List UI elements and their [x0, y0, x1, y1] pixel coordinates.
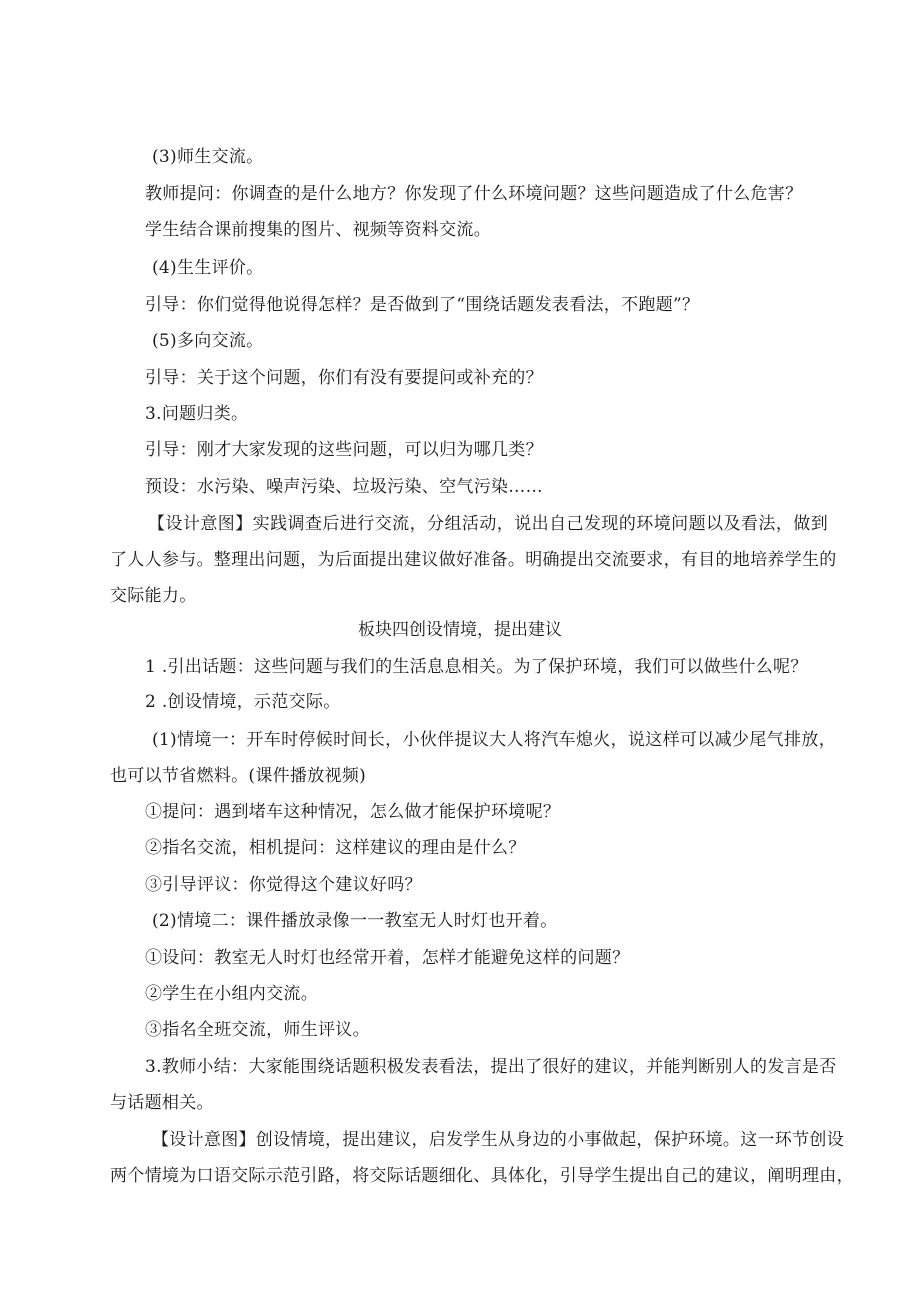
text-line: 引导：关于这个问题，你们有没有要提问或补充的？ [145, 368, 543, 388]
text-line: 引导：你们觉得他说得怎样？是否做到了“围绕话题发表看法，不跑题”？ [145, 295, 700, 315]
text-line: ③引导评议：你觉得这个建议好吗？ [145, 875, 422, 895]
text-line: 3.教师小结：大家能围绕话题积极发表看法，提出了很好的建议，并能判断别人的发言是否 [145, 1057, 837, 1077]
text-line: 3.问题归类。 [145, 404, 249, 424]
text-line: 教师提问：你调查的是什么地方？你发现了什么环境问题？这些问题造成了什么危害？ [145, 184, 803, 204]
text-line: (1)情境一：开车时停候时间长，小伙伴提议大人将汽车熄火，说这样可以减少尾气排放， [152, 730, 836, 750]
text-line: ②指名交流，相机提问：这样建议的理由是什么？ [145, 838, 526, 858]
text-line: 预设：水污染、噪声污染、垃圾污染、空气污染…… [145, 477, 543, 497]
text-line: 2 .创设情境，示范交际。 [145, 692, 341, 712]
text-line: ③指名全班交流，师生评议。 [145, 1020, 370, 1040]
section-heading: 板块四创设情境，提出建议 [358, 620, 562, 640]
text-line: (5)多向交流。 [152, 331, 264, 351]
text-line: (3)师生交流。 [152, 147, 264, 167]
text-line: 也可以节省燃料。(课件播放视频) [110, 766, 367, 786]
text-line: 交际能力。 [110, 586, 197, 606]
text-line: (2)情境二：课件播放录像一一教室无人时灯也开着。 [152, 911, 558, 931]
text-line: 【设计意图】实践调查后进行交流，分组活动，说出自己发现的环境问题以及看法，做到 [148, 514, 828, 534]
text-line: ①提问：遇到堵车这种情况，怎么做才能保护环境呢？ [145, 802, 561, 822]
text-line: 【设计意图】创设情境，提出建议，启发学生从身边的小事做起，保护环境。这一环节创设 [152, 1130, 844, 1150]
text-line: 与话题相关。 [110, 1093, 214, 1113]
text-line: 两个情境为口语交际示范引路，将交际话题细化、具体化，引导学生提出自己的建议，阐明理由， [110, 1166, 854, 1186]
text-line: ②学生在小组内交流。 [145, 984, 318, 1004]
text-line: 1 .引出话题：这些问题与我们的生活息息相关。为了保护环境，我们可以做些什么呢？ [145, 657, 808, 677]
text-line: ①设问：教室无人时灯也经常开着，怎样才能避免这样的问题？ [145, 948, 630, 968]
text-line: 学生结合课前搜集的图片、视频等资料交流。 [145, 220, 491, 240]
text-line: 引导：刚才大家发现的这些问题，可以归为哪几类？ [145, 440, 543, 460]
text-line: (4)生生评价。 [152, 258, 264, 278]
text-line: 了人人参与。整理出问题，为后面提出建议做好准备。明确提出交流要求，有目的地培养学生的 [110, 550, 837, 570]
